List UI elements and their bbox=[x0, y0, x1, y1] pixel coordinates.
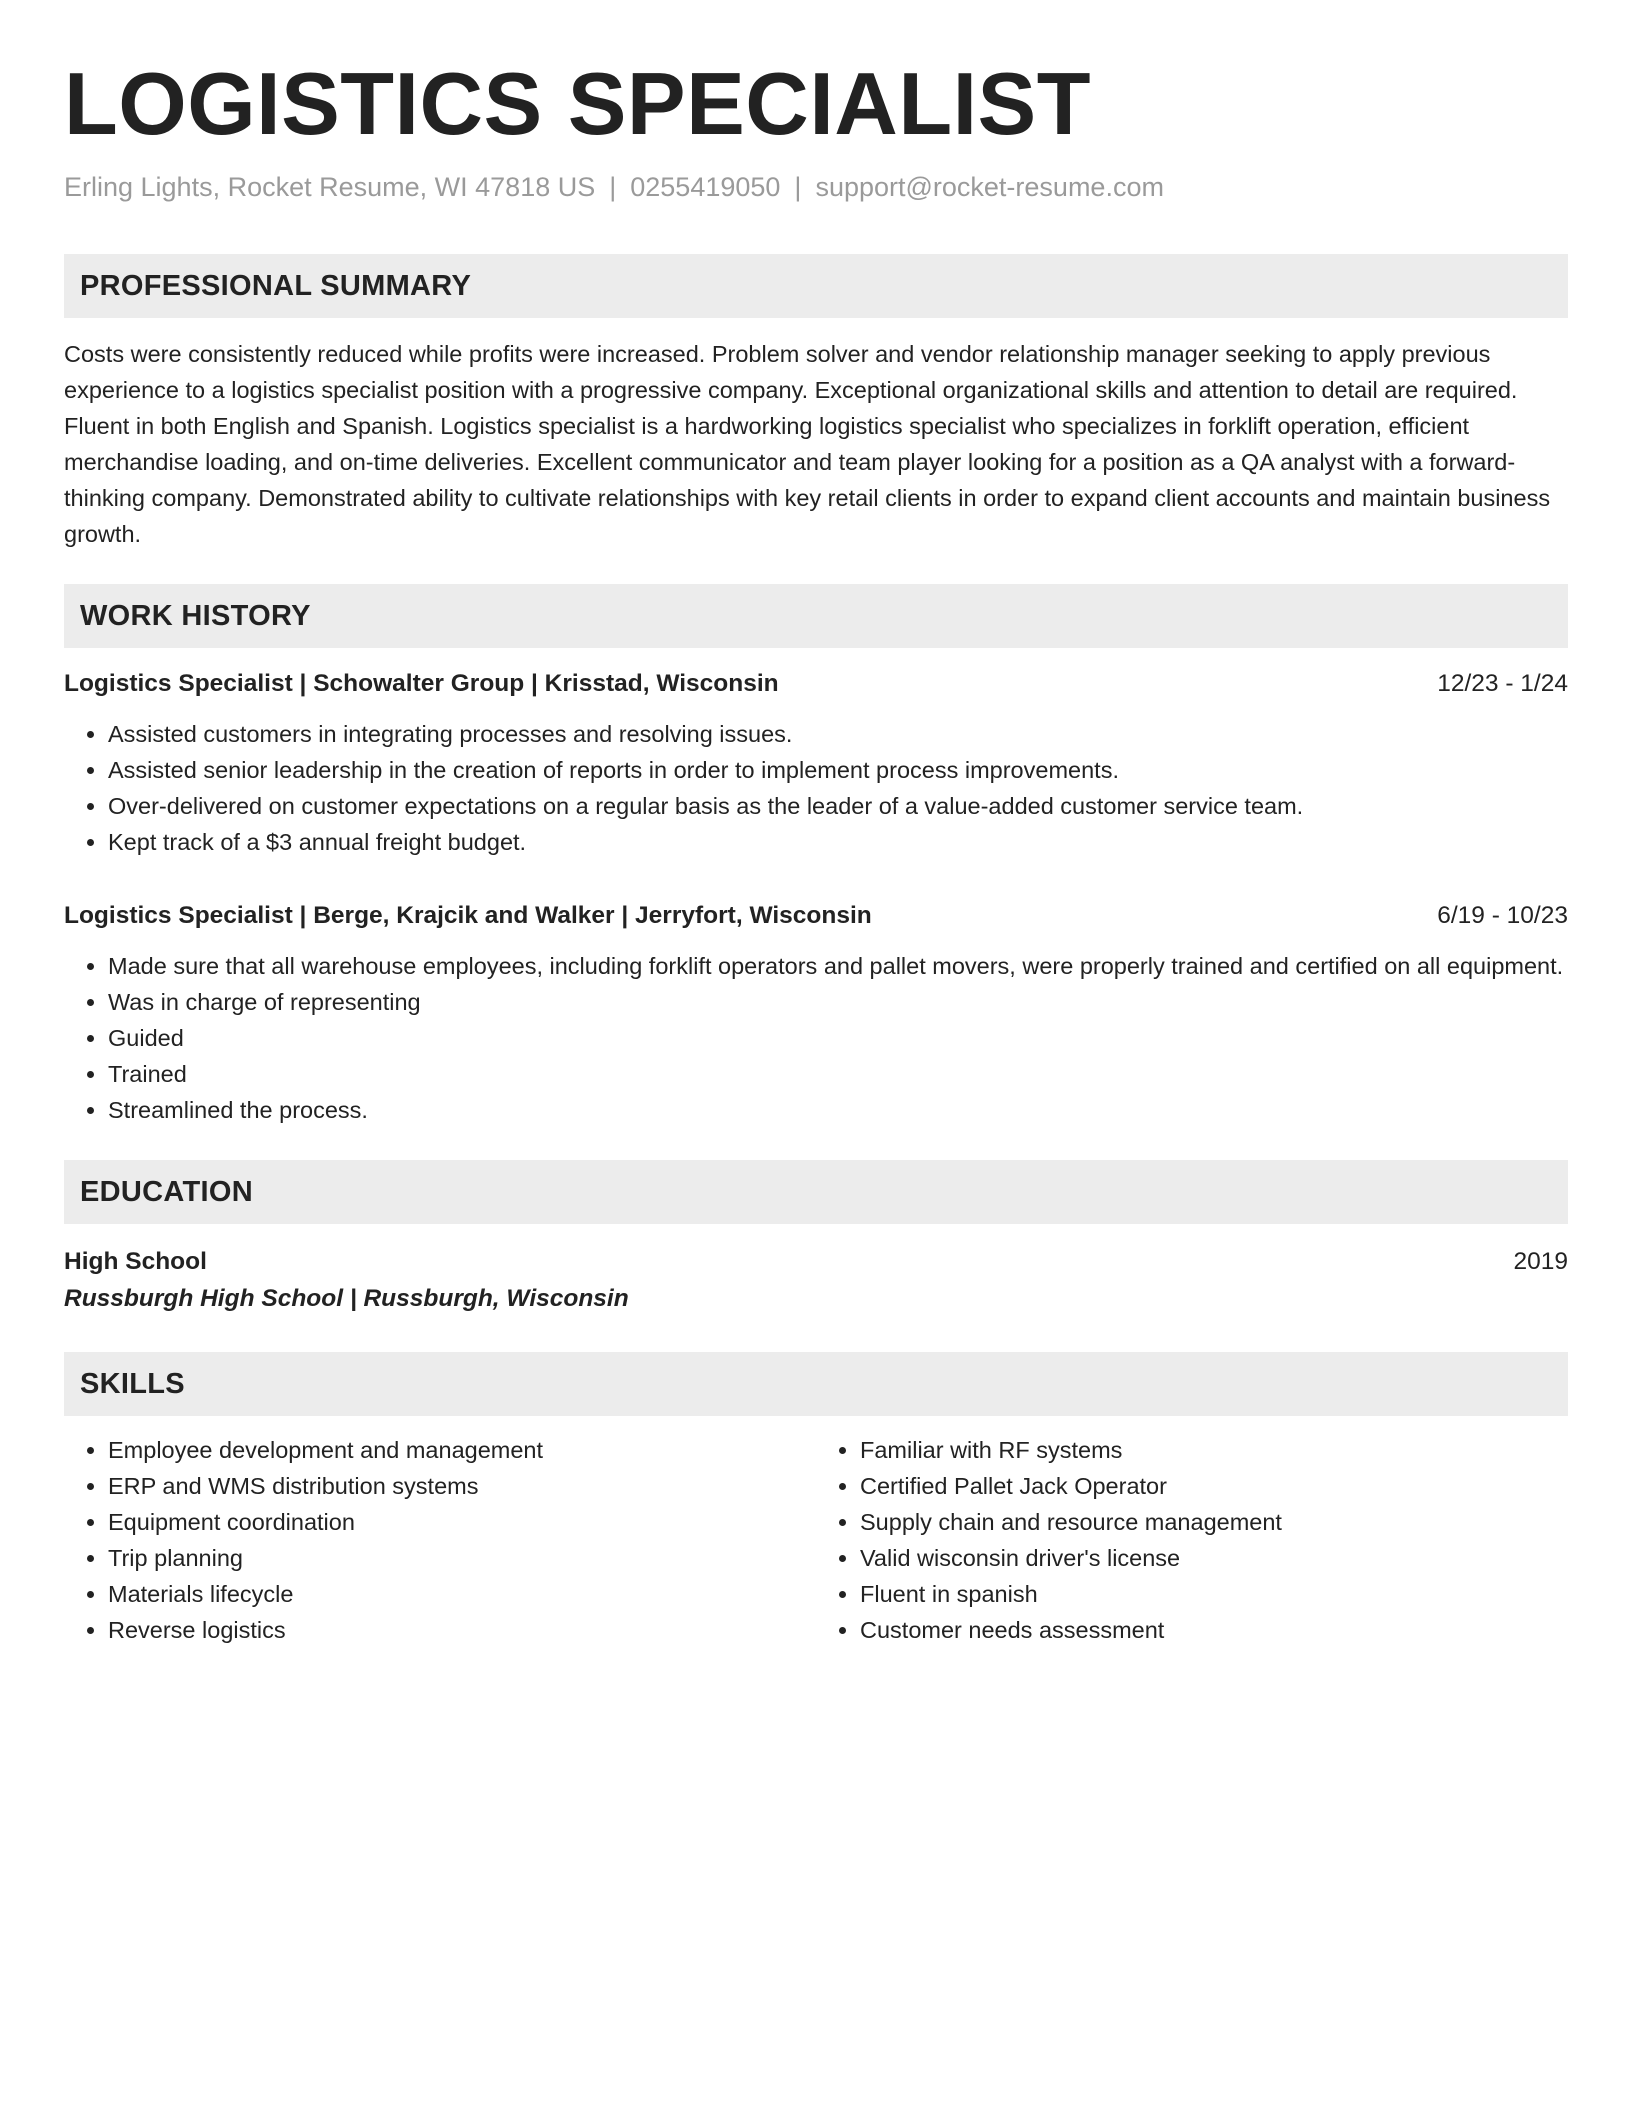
skill-item: • Fluent in spanish bbox=[860, 1576, 1568, 1612]
skills-list-left bbox=[64, 1432, 816, 1648]
education-header bbox=[64, 1244, 1568, 1280]
job-entry bbox=[64, 898, 1568, 1128]
contact-separator: | bbox=[794, 172, 802, 202]
skills-list-right bbox=[816, 1432, 1568, 1648]
skill-item: • Certified Pallet Jack Operator bbox=[860, 1468, 1568, 1504]
job-bullet: • Was in charge of representing bbox=[108, 984, 1568, 1020]
contact-phone: 0255419050 bbox=[630, 172, 781, 202]
summary-heading: PROFESSIONAL SUMMARY bbox=[64, 254, 1568, 318]
contact-address: Erling Lights, Rocket Resume, WI 47818 US bbox=[64, 172, 596, 202]
work-history-heading: WORK HISTORY bbox=[64, 584, 1568, 648]
job-dates: 12/23 - 1/24 bbox=[1437, 670, 1568, 697]
job-bullet: • Made sure that all warehouse employees, including forklift operators and pallet movers, were properly trained and certified on all equipment. bbox=[108, 948, 1568, 984]
job-bullet: • Streamlined the process. bbox=[108, 1092, 1568, 1128]
job-bullets bbox=[64, 948, 1568, 1128]
job-header bbox=[64, 898, 1568, 934]
job-bullets bbox=[64, 716, 1568, 860]
skill-item: • Materials lifecycle bbox=[108, 1576, 816, 1612]
job-dates: 6/19 - 10/23 bbox=[1437, 902, 1568, 929]
skill-item: • Supply chain and resource management bbox=[860, 1504, 1568, 1540]
summary-text: Costs were consistently reduced while profits were increased. Problem solver and vendor relationship manager seeking to apply previous experience to a logistics specialist position with a progressive company. Exceptional organizational skills and attention to detail are required. Fluent in both English and Spanish. Logistics specialist is a hardworking logistics specialist who specializes in forklift operation, efficient merchandise loading, and on-time deliveries. Excellent communicator and team player looking for a position as a QA analyst with a forward-thinking company. Demonstrated ability to cultivate relationships with key retail clients in order to expand client accounts and maintain business growth. bbox=[64, 341, 1551, 547]
job-bullet: • Kept track of a $3 annual freight budget. bbox=[108, 824, 1568, 860]
education-year: 2019 bbox=[1513, 1248, 1568, 1275]
job-bullet: • Guided bbox=[108, 1020, 1568, 1056]
education-degree: High School bbox=[64, 1248, 207, 1275]
skill-item: • Employee development and management bbox=[108, 1432, 816, 1468]
job-header bbox=[64, 666, 1568, 702]
resume-title: LOGISTICS SPECIALIST bbox=[64, 54, 1091, 153]
skills-heading: SKILLS bbox=[64, 1352, 1568, 1416]
job-bullet: • Assisted senior leadership in the creation of reports in order to implement process improvements. bbox=[108, 752, 1568, 788]
job-bullet: • Over-delivered on customer expectations on a regular basis as the leader of a value-added customer service team. bbox=[108, 788, 1568, 824]
job-bullet: • Trained bbox=[108, 1056, 1568, 1092]
job-entry bbox=[64, 666, 1568, 860]
skill-item: • ERP and WMS distribution systems bbox=[108, 1468, 816, 1504]
contact-email: support@rocket-resume.com bbox=[815, 172, 1164, 202]
job-bullet: • Assisted customers in integrating processes and resolving issues. bbox=[108, 716, 1568, 752]
contact-line bbox=[64, 170, 1568, 204]
contact-separator: | bbox=[609, 172, 617, 202]
education-heading: EDUCATION bbox=[64, 1160, 1568, 1224]
job-title: Logistics Specialist | Schowalter Group | Krisstad, Wisconsin bbox=[64, 670, 779, 697]
skill-item: • Familiar with RF systems bbox=[860, 1432, 1568, 1468]
job-title: Logistics Specialist | Berge, Krajcik and Walker | Jerryfort, Wisconsin bbox=[64, 902, 872, 929]
skill-item: • Reverse logistics bbox=[108, 1612, 816, 1648]
skill-item: • Valid wisconsin driver's license bbox=[860, 1540, 1568, 1576]
skill-item: • Customer needs assessment bbox=[860, 1612, 1568, 1648]
skill-item: • Trip planning bbox=[108, 1540, 816, 1576]
education-school: Russburgh High School | Russburgh, Wisconsin bbox=[64, 1285, 629, 1312]
skill-item: • Equipment coordination bbox=[108, 1504, 816, 1540]
skills-columns bbox=[64, 1432, 1568, 1648]
